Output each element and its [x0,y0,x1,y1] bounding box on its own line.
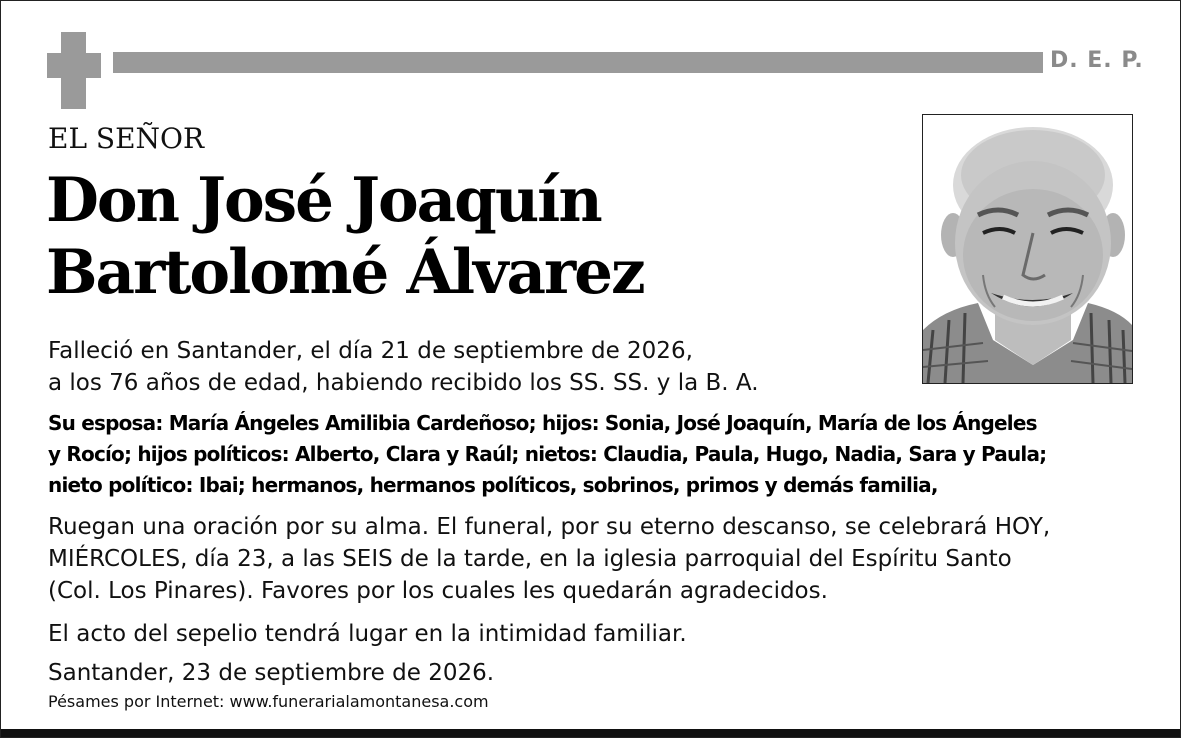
death-info-line-1: Falleció en Santander, el día 21 de septiembre de 2026, [48,338,693,364]
death-info-line-2: a los 76 años de edad, habiendo recibido los SS. SS. y la B. A. [48,370,759,396]
header-rule [113,52,1043,73]
funeral-line-1: Ruegan una oración por su alma. El funeral, por su eterno descanso, se celebrará HOY, [48,514,1051,540]
footer-rule [1,729,1180,737]
deceased-name-line-2: Bartolomé Álvarez [46,237,644,308]
portrait-photo [922,114,1133,384]
cross-icon [47,32,101,109]
funeral-line-2: MIÉRCOLES, día 23, a las SEIS de la tarde, en la iglesia parroquial del Espíritu Santo [48,546,1012,572]
place-and-date: Santander, 23 de septiembre de 2026. [48,660,495,686]
funeral-line-3: (Col. Los Pinares). Favores por los cuales les quedarán agradecidos. [48,578,828,604]
family-line-2: y Rocío; hijos políticos: Alberto, Clara y Raúl; nietos: Claudia, Paula, Hugo, Nadia, Sara y Paula; [48,442,1047,466]
death-info [48,335,759,399]
dep-label: D. E. P. [1050,48,1144,73]
family-line-3: nieto político: Ibai; hermanos, hermanos políticos, sobrinos, primos y demás familia, [48,473,938,497]
condolences-link[interactable]: Pésames por Internet: www.funerarialamontanesa.com [48,692,489,711]
funeral-info [48,511,1050,607]
family-line-1: Su esposa: María Ángeles Amilibia Cardeñoso; hijos: Sonia, José Joaquín, María de los Ángeles [48,411,1037,435]
family-list [48,408,1148,501]
deceased-name-line-1: Don José Joaquín [46,165,601,236]
honorific-prefix: EL SEÑOR [48,122,205,155]
burial-info: El acto del sepelio tendrá lugar en la intimidad familiar. [48,621,687,647]
deceased-name [46,165,644,309]
